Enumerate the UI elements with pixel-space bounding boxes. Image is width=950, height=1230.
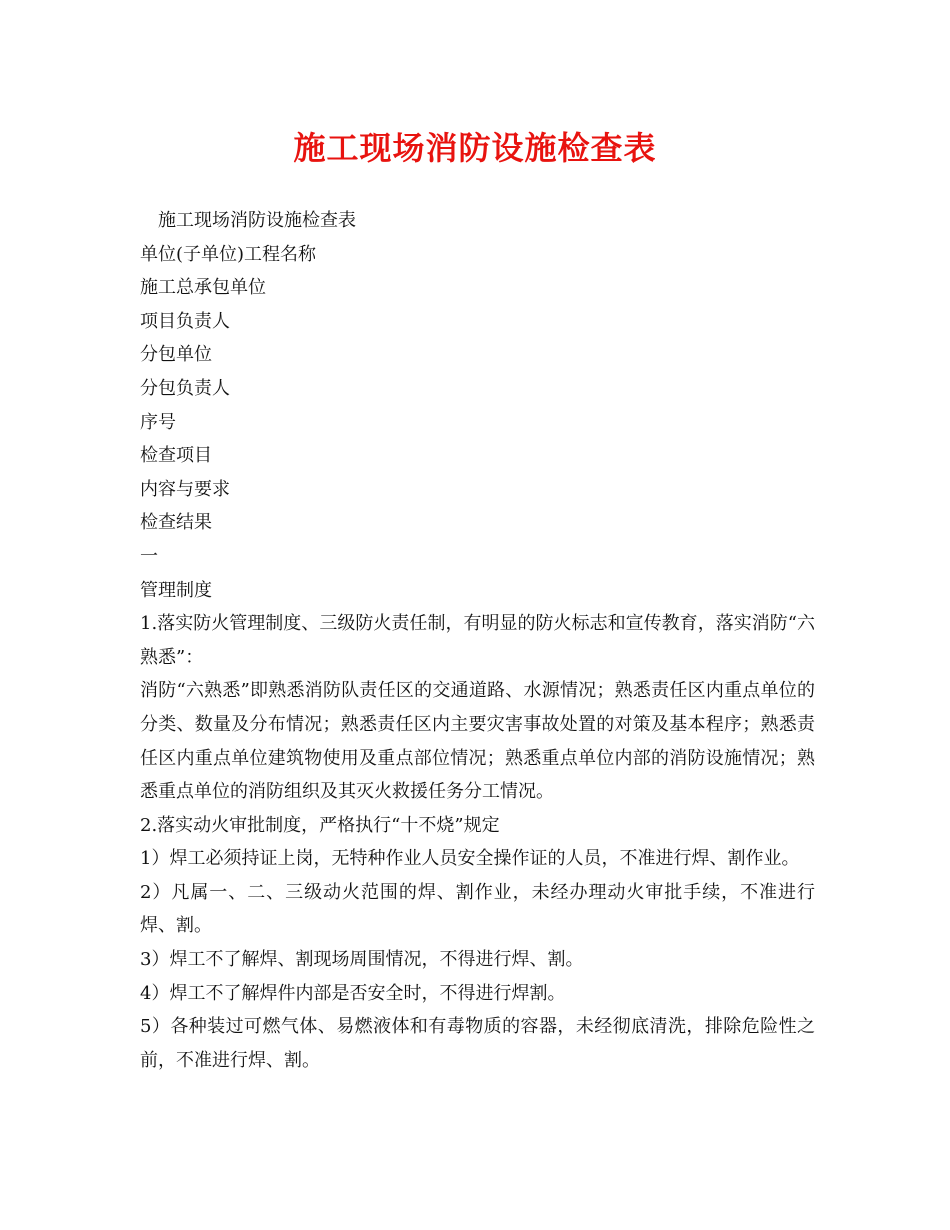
rule-item: 3）焊工不了解焊、割现场周围情况，不得进行焊、割。 [140, 949, 584, 971]
field-project-name: 单位(子单位)工程名称 [140, 243, 317, 265]
requirement-paragraph: 消防“六熟悉”即熟悉消防队责任区的交通道路、水源情况；熟悉责任区内重点单位的分类、数量及分布情况；熟悉责任区内主要灾害事故处置的对策及基本程序；熟悉责任区内重点单位建筑物使用及重点部位情况；熟悉重点单位内部的消防设施情况；熟悉重点单位的消防组织及其灭火救援任务分工情况。 [140, 680, 815, 803]
requirement-paragraph: 1.落实防火管理制度、三级防火责任制，有明显的防火标志和宣传教育，落实消防“六熟悉”： [140, 613, 815, 668]
field-subcontractor-manager: 分包负责人 [140, 377, 230, 399]
field-project-manager: 项目负责人 [140, 310, 230, 332]
field-general-contractor: 施工总承包单位 [140, 277, 266, 299]
column-inspection-result: 检查结果 [140, 512, 212, 534]
section-number: 一 [140, 545, 158, 567]
requirement-paragraph: 2.落实动火审批制度，严格执行“十不烧”规定 [140, 814, 500, 836]
rule-item: 1）焊工必须持证上岗，无特种作业人员安全操作证的人员，不准进行焊、割作业。 [140, 848, 800, 870]
rule-item: 4）焊工不了解焊件内部是否安全时，不得进行焊割。 [140, 982, 566, 1004]
column-content-requirements: 内容与要求 [140, 478, 230, 500]
document-title: 施工现场消防设施检查表 [293, 129, 657, 167]
rule-item: 2）凡属一、二、三级动火范围的焊、割作业，未经办理动火审批手续，不准进行焊、割。 [140, 881, 815, 937]
column-serial-number: 序号 [140, 411, 176, 433]
field-subcontractor: 分包单位 [140, 344, 212, 366]
column-inspection-item: 检查项目 [140, 445, 212, 467]
subtitle-line: 施工现场消防设施检查表 [158, 210, 356, 231]
document-body [140, 204, 815, 1077]
rule-item: 5）各种装过可燃气体、易燃液体和有毒物质的容器，未经彻底清洗，排除危险性之前，不准进行焊、割。 [140, 1016, 815, 1071]
section-heading: 管理制度 [140, 579, 212, 601]
